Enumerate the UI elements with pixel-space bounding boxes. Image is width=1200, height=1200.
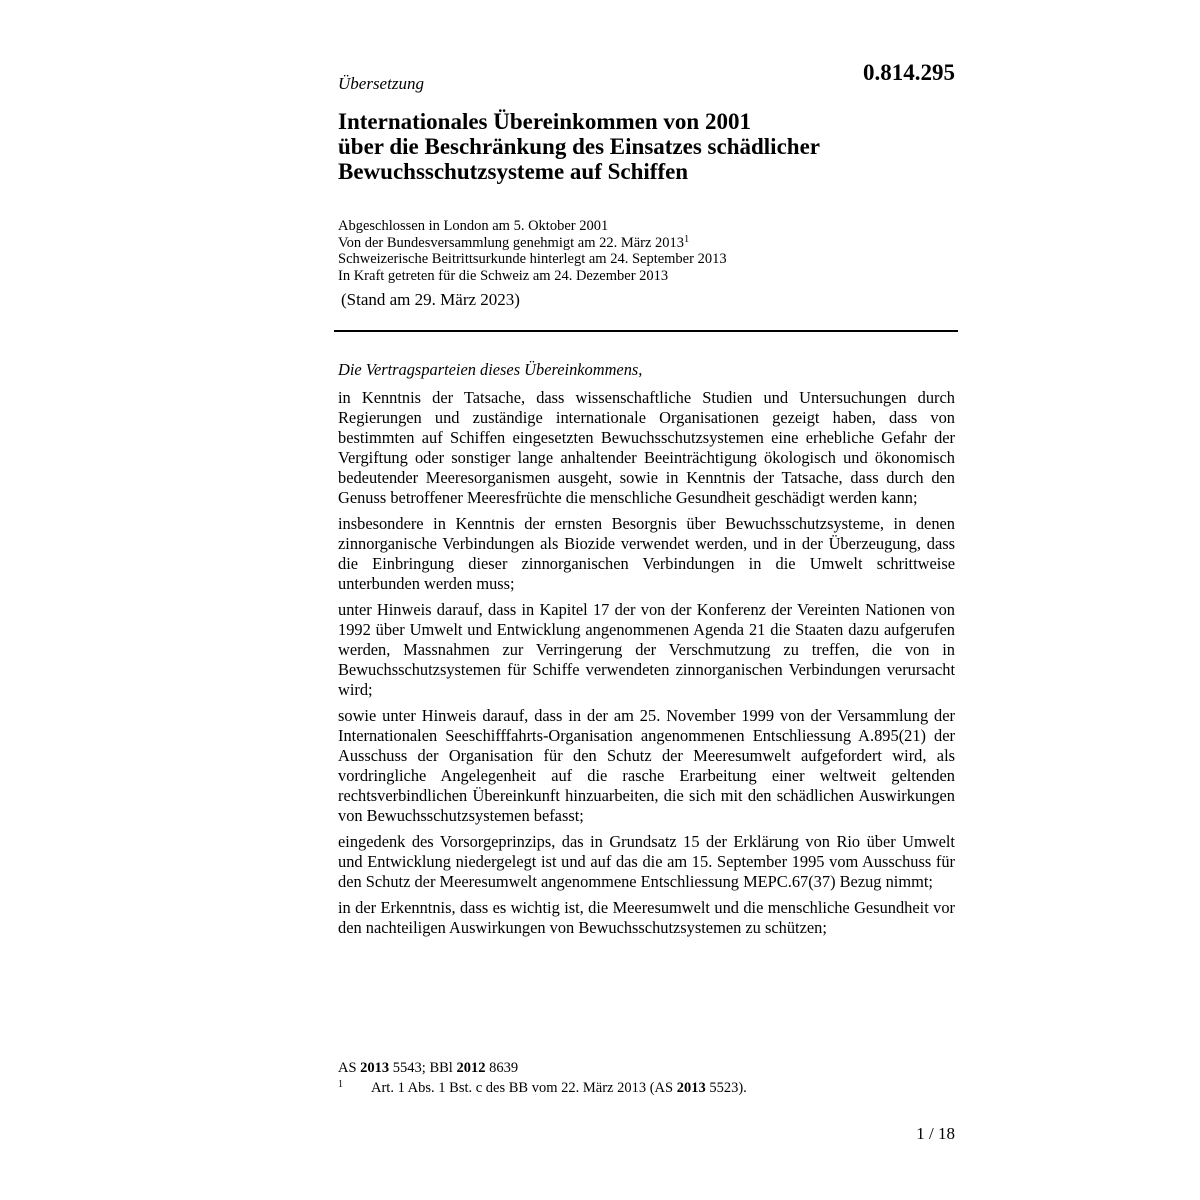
page-number: 1 / 18	[916, 1124, 955, 1143]
approved-date-text: Von der Bundesversammlung genehmigt am 22. März 2013	[338, 234, 685, 251]
footnote-1-number: 1	[338, 1079, 343, 1090]
title-line-3: Bewuchsschutzsysteme auf Schiffen	[338, 159, 689, 184]
preamble-paragraph: in der Erkenntnis, dass es wichtig ist, die Meeresumwelt und die menschliche Gesundheit vor den nachteiligen Auswirkungen von Bewuchsschutzsystemen zu schützen;	[338, 898, 955, 937]
source-reference	[338, 1058, 958, 1078]
footnotes	[338, 1058, 958, 1098]
preamble-body	[338, 360, 955, 944]
concluded-date: Abgeschlossen in London am 5. Oktober 2001	[338, 218, 609, 234]
footnote-1-prefix: Art. 1 Abs. 1 Bst. c des BB vom 22. März 2013 (AS	[371, 1080, 677, 1096]
preamble-paragraph: insbesondere in Kenntnis der ernsten Besorgnis über Bewuchsschutzsysteme, in denen zinnorganische Verbindungen als Biozide verwendet werden, und in der Überzeugung, dass die Einbringung dieser zinnorganischen Verbindungen in die Umwelt schrittweise unterbunden werden muss;	[338, 514, 955, 593]
title-line-1: Internationales Übereinkommen von 2001	[338, 109, 751, 134]
in-force-date: In Kraft getreten für die Schweiz am 24. Dezember 2013	[338, 267, 669, 284]
footnote-1	[338, 1078, 958, 1098]
sr-number: 0.814.295	[863, 60, 955, 85]
header-divider	[334, 330, 958, 332]
title-line-2: über die Beschränkung des Einsatzes schädlicher	[338, 134, 820, 159]
source-bbl-year: 2012	[456, 1060, 486, 1076]
footnote-1-text	[371, 1078, 747, 1098]
source-bbl-page: 8639	[485, 1060, 519, 1076]
approved-date	[338, 235, 958, 252]
preamble-paragraph: eingedenk des Vorsorgeprinzips, das in Grundsatz 15 der Erklärung von Rio über Umwelt und Entwicklung niedergelegt ist und auf das die am 15. September 1995 vom Ausschuss für den Schutz der Meeresumwelt angenommene Entschliessung MEPC.67(37) Bezug nimmt;	[338, 832, 955, 891]
status-date: (Stand am 29. März 2023)	[341, 290, 520, 309]
preamble-intro: Die Vertragsparteien dieses Übereinkommens,	[338, 360, 643, 379]
preamble-paragraph: in Kenntnis der Tatsache, dass wissenschaftliche Studien und Untersuchungen durch Regierungen und zuständige internationale Organisationen gezeigt haben, dass von bestimmten auf Schiffen eingesetzten Bewuchsschutzsystemen eine erhebliche Gefahr der Vergiftung oder sonstiger lange anhaltender Beeinträchtigung ökologisch und ökonomisch bedeutender Meeresorganismen ausgeht, sowie in Kenntnis der Tatsache, dass durch den Genuss betroffener Meeresfrüchte die menschliche Gesundheit geschädigt werden kann;	[338, 388, 955, 507]
preamble-paragraph: sowie unter Hinweis darauf, dass in der am 25. November 1999 von der Versammlung der Internationalen Seeschifffahrts-Organisation angenommenen Entschliessung A.895(21) der Ausschuss der Organisation für den Schutz der Meeresumwelt aufgefordert wird, als vordringliche Angelegenheit auf die rasche Erarbeitung einer weltweit geltenden rechtsverbindlichen Übereinkunft hinzuarbeiten, die sich mit den schädlichen Auswirkungen von Bewuchsschutzsystemen befasst;	[338, 706, 955, 825]
footnote-ref-1[interactable]: 1	[684, 233, 690, 245]
source-as-page: 5543; BBl	[389, 1060, 457, 1076]
translation-label: Übersetzung	[338, 74, 424, 93]
document-metadata	[338, 218, 958, 284]
document-title	[338, 109, 958, 184]
footnote-1-suffix: 5523).	[705, 1080, 747, 1096]
source-as-prefix: AS	[338, 1060, 361, 1076]
source-as-year: 2013	[360, 1060, 390, 1076]
accession-date: Schweizerische Beitrittsurkunde hinterlegt am 24. September 2013	[338, 251, 727, 267]
footnote-1-year: 2013	[676, 1080, 706, 1096]
preamble-paragraph: unter Hinweis darauf, dass in Kapitel 17 der von der Konferenz der Vereinten Nationen von 1992 über Umwelt und Entwicklung angenommenen Agenda 21 die Staaten dazu aufgerufen werden, Massnahmen zur Verringerung der Verschmutzung zu treffen, die von in Bewuchsschutzsystemen für Schiffe verwendeten zinnorganischen Verbindungen verursacht wird;	[338, 600, 955, 699]
